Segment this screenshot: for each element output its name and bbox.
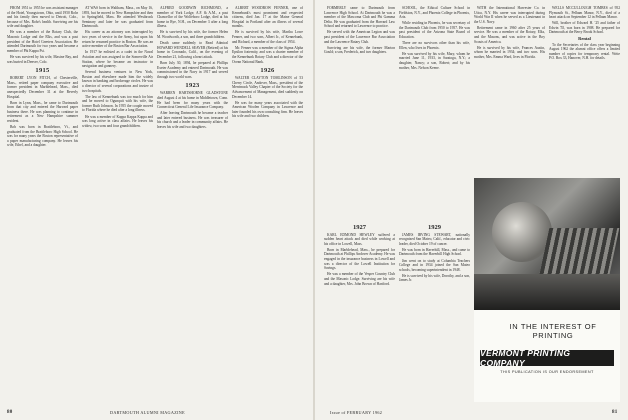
paragraph: FORMERLY came to Dartmouth from Lawrence High School. At Dartmouth he was a member of the Mascoma Club and Phi Gamma Delta. He was graduated from the Harvard Law School and returned to Lawrence to practice. bbox=[324, 6, 395, 29]
paragraph: ALFRED GOODWIN RICHMOND, a member of York Lodge, A.F. & A.M., a past Chancellor of the Wolfeboro Lodge, died at his home in Rye, N.H., on December 3 after a long illness. bbox=[157, 6, 228, 29]
paragraph: Retirement came in 1960 after 25 years of service. He was a member of the Rotary, Elks, and the Masons, and was active in the Boy Scouts of America. bbox=[474, 25, 545, 44]
brand-logo bbox=[480, 350, 614, 366]
page-number: 81 bbox=[612, 410, 618, 415]
paragraph: Mr. Fenner was a member of the Sigma Alpha Epsilon fraternity, and was a charter member of the Kennebunk Rotary Club and a director of the Ocean National Bank. bbox=[232, 45, 303, 64]
rental-heading: Rental bbox=[578, 36, 591, 42]
paragraph: The law of Kennebunk was too much for him and he moved to Ogunquit with his wife, the former Ruth Johnson. In 1955 the couple moved to Florida where he died after a long illness. bbox=[82, 94, 153, 113]
paragraph: Jim went on to study at Columbia Teachers College and in 1934 joined the San Mateo schools, becoming superintendent in 1948. bbox=[399, 258, 470, 272]
class-year-heading: 1926 bbox=[260, 67, 275, 75]
paragraph: He served with the American Legion and was past president of the Lawrence Bar Association and the Lawrence Rotary Club. bbox=[324, 30, 395, 44]
column-4 bbox=[232, 6, 303, 402]
paragraph: His career as an attorney was interrupted by two years of service in the Army, but upon his return he resumed practice in Boston. He was an active member of the Boston Bar Association. bbox=[82, 30, 153, 49]
printing-advertisement bbox=[474, 178, 620, 402]
paragraph: After leaving Dartmouth he became a teacher and later entered business. He was treasurer of his church and a leader in community affairs. He leaves his wife and two daughters. bbox=[157, 111, 228, 130]
paragraph: He was survived by his wife, Mary, whom he married June 11, 1933, in Saratoga, N.Y.; a daughter, Nancy; a son, Robert; and by his mother, Mrs. Nelson Keene. bbox=[399, 51, 470, 70]
press-photo bbox=[474, 178, 620, 310]
paragraph: WARREN HARTSHORNE GLADSTONE died August 4 at his home in Middletown, Conn. He had been for many years with the Connecticut General Life Insurance Company. bbox=[157, 91, 228, 110]
paragraph: FROM 1951 to 1955 he was assistant manager of the Hotel, Youngstown, Ohio, until 1950 Rohr and his family then moved to Detroit, Colo., because of Mrs. Rohr's health. Surviving are his wife and daughter. bbox=[7, 6, 78, 29]
paragraph: In 1917 he enlisted as a cadet in the Naval Aviation and was assigned to the Somerville Air Station, where he became an instructor in navigation and gunnery. bbox=[82, 50, 153, 69]
paragraph: SCHOOL, the Ethical Culture School in Fieldston, N.Y., and Phoenix College in Phoenix, Ariz. bbox=[399, 6, 470, 20]
paragraph: He is survived by his wife, the former Helen M. Woodworth, a son, and three grandchildren. bbox=[157, 30, 228, 40]
right-page-footer bbox=[612, 409, 618, 415]
paragraph: He is survived by his wife, Martha Lowe Fenner, and two sons, Albert Jr., of Kennebunk, and Richard, a member of the class of 1954. bbox=[232, 30, 303, 44]
paragraph: AT WAS born in Waltham, Mass., on May 16, 1893, but he moved to New Hampshire and then to Springfield, Mass. He attended Westbrook Seminary and later he was graduated from Dartmouth. bbox=[82, 6, 153, 29]
page-number: 80 bbox=[7, 410, 13, 415]
paragraph: Born in Lynn, Mass., he came to Dartmouth from that city and entered the Harvard paper business there. He was planning to continue in retirement as a New Hampshire summer resident. bbox=[7, 100, 78, 123]
column-5-lower bbox=[324, 224, 395, 402]
paragraph: Born in Marblehead, Mass., he prepared for Dartmouth at Phillips Andover Academy. He was engaged in the insurance business in Lowell and was a director of the Lowell Institution for Savings. bbox=[324, 247, 395, 271]
paragraph: WALTER CLAYTON TOMLINSON of 53 Cherry Circle, Andover, Mass., president of the Merrimack Valley Chapter of the Society for the Advancement of Management, died suddenly on December 14. bbox=[232, 76, 303, 99]
class-year-heading: 1923 bbox=[185, 82, 200, 90]
paragraph: WELLS MCCULLOUGH TOMBES of 952 Plymouth St., Pelham Manor, N.Y., died of a heart attack on September 12 in Pelham Manor. bbox=[549, 6, 620, 20]
paragraph: To the Secretaries of the class year beginning August 1962 the alumni office offers a limited number of copies for temporary rental. Write P.O. Box 33, Hanover, N.H. for details. bbox=[549, 42, 620, 61]
paragraph: He was survived by his wife, Maxine Bay, and was buried in Denver, Colo. bbox=[7, 54, 78, 64]
class-year-heading: 1927 bbox=[353, 224, 366, 231]
paragraph: Will, brother of Edward H. '25 and father of Edwin '55, was born in 1908. He prepared for Dartmouth at the Berry Brook School. bbox=[549, 21, 620, 35]
column-7 bbox=[474, 6, 545, 174]
paragraph: Several business ventures in New York, Boston and elsewhere made him the widely known in banking and brokerage circles. He was a director of several corporations and trustee of two hospitals. bbox=[82, 70, 153, 93]
column-6-lower bbox=[399, 224, 470, 402]
paragraph: He is survived by his wife, Frances Austin, whom he married in 1934; and two sons. His mother, Mrs. Emma Ward, lives in Florida. bbox=[474, 45, 545, 59]
paragraph: ALBERT WOODROW FENNER, one of Kennebunk's most prominent and respected citizens, died Jan. 17 at the Maine General Hospital in Portland after an illness of several months. bbox=[232, 6, 303, 29]
ad-tagline: THIS PUBLICATION IS OUR ENDORSEMENT bbox=[500, 370, 594, 374]
paragraph: There are no survivors other than his wife, Ellen, who lives in Phoenix. bbox=[399, 41, 470, 50]
paragraph: JAMES IRVING STEWART, nationally recognized San Mateo, Calif., educator and civic leader, died October 19 of cancer. bbox=[399, 232, 470, 246]
paragraph: ROBERT LYON FITCH, of Chesterville, Mass., retired paper company executive and former president in Marblehead, Mass., died unexpectedly December 31 at the Beverly Hospital. bbox=[7, 76, 78, 99]
column-3 bbox=[157, 6, 228, 402]
column-6 bbox=[399, 6, 470, 220]
paragraph: He was a member of the Vesper Country Club and the Masonic Lodge. Surviving are his wife and a daughter, Mrs. John Brown of Hartford. bbox=[324, 272, 395, 286]
ad-headline: IN THE INTEREST OF PRINTING bbox=[509, 322, 597, 340]
paragraph: He was born in Haverhill, Mass., and came to Dartmouth from the Haverhill High School. bbox=[399, 247, 470, 257]
magazine-title: DARTMOUTH ALUMNI MAGAZINE bbox=[110, 410, 185, 415]
class-year-heading: 1915 bbox=[35, 67, 50, 75]
column-8 bbox=[549, 6, 620, 174]
issue-date: Issue of FEBRUARY 1962 bbox=[330, 410, 383, 415]
paragraph: He was for many years associated with the American Woolen Company in Lawrence and later founded his own consulting firm. He leaves his wife and two children. bbox=[232, 100, 303, 119]
column-2 bbox=[82, 6, 153, 402]
paragraph: Born July 30, 1894, he prepared at Phillips Exeter Academy and entered Dartmouth. He was commissioned in the Navy in 1917 and served through two world wars. bbox=[157, 61, 228, 79]
paragraph: He was a member of Kappa Kappa Kappa and was long active in class affairs. He leaves his widow, two sons and four grandchildren. bbox=[82, 114, 153, 128]
column-1 bbox=[7, 6, 78, 402]
class-year-heading: 1929 bbox=[428, 224, 441, 231]
left-page-footer bbox=[7, 409, 13, 415]
column-5 bbox=[324, 6, 395, 220]
paragraph: He was a member of the Rotary Club, the Masonic Lodge and the Elks, and was a past president of the Hotel Greeters Association. He attended Dartmouth for two years and became a member of Phi Kappa Psi. bbox=[7, 30, 78, 53]
paragraph: While residing in Phoenix, he was secretary of the Dartmouth Club from 1950 to 1957. He was past president of the Arizona State Board of Education. bbox=[399, 21, 470, 40]
paragraph: He is survived by his wife, Dorothy, and a son, James Jr. bbox=[399, 273, 470, 283]
paragraph: KARL EDMOND HEWLEY suffered a sudden heart attack and died while working at his office in Lowell, Mass. bbox=[324, 232, 395, 246]
paragraph: Death came suddenly to Read Admiral HOWARD WENDELL SEAVER (Retired) at his home in Coronado, Calif., on the evening of December 21, following a heart attack. bbox=[157, 41, 228, 59]
paragraph: Bob was born in Brattleboro, Vt., and graduated from the Brattleboro High School. He was for many years the Boston representative of a paper manufacturing company. He leaves his wife, Ethel, and a daughter. bbox=[7, 125, 78, 148]
paragraph: Surviving are his wife, the former Marion Gould; a son, Frederick, and two daughters. bbox=[324, 45, 395, 55]
brand-name: VERMONT PRINTING COMPANY bbox=[480, 348, 571, 368]
paragraph: WITH the International Harvester Co. in Utica, N.Y. His career was interrupted during World War II when he served as a Lieutenant in the U.S. Navy. bbox=[474, 6, 545, 24]
page-gutter bbox=[313, 0, 315, 420]
